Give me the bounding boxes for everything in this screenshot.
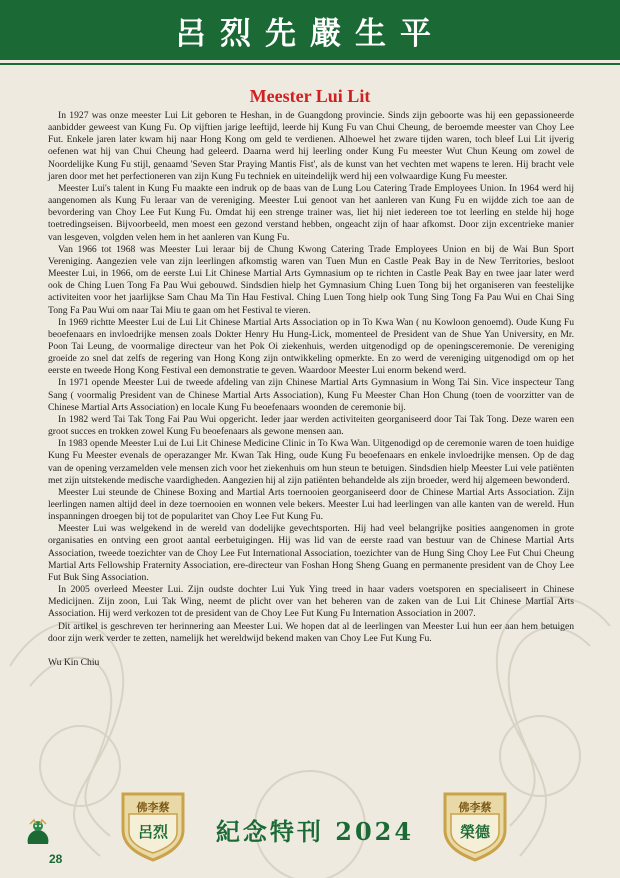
paragraph-3: Van 1966 tot 1968 was Meester Lui leraar bij de Chung Kwong Catering Trade Employees Union en bij de Wai Bun Sport Vereniging. Aangezien vele van zijn leerlingen afkomstig waren van Tuen Mun en Castle Peak Bay in de New Territories, besloot Meester Lui, in 1966, om de eerste Lui Lit Chinese Martial Arts Gymnasium op te richten in Castle Peak Bay en twee jaar later werd ook de Ching Luen Tong Fa Pau Wui gebouwd. Sindsdien hielp het Gymnasium Ching Luen Tong bij het organiseren van feestelijke activiteiten voor het jaarlijkse Sam Chau Ma Tin Hau Festival. Ching Luen Tong hielp ook Tung Sing Tong Fa Pau Wui en Chai Sing Tong Fa Pau Wui om naar Tai Miu te gaan om het Festival te vieren. (48, 243, 574, 316)
paragraph-2: Meester Lui's talent in Kung Fu maakte een indruk op de baas van de Lung Lou Catering Trade Employees Union. In 1964 werd hij aangenomen als Kung Fu leraar van de vereniging. Meester Lui genoot van het aanleren van Kung Fu en wijdde zich toe aan de bevordering van Choy Lee Fut Kung Fu. Omdat hij een strenge trainer was, liet hij niet iedereen toe tot leerling en stelde hij hoge toetredingseisen. Bijvoorbeeld, men moest een gezond verstand hebben, ongeacht zijn of haar afkomst. Door zijn excentrieke manier van lesgeven, volgden velen hem in het aanleren van Kung Fu. (48, 182, 574, 243)
footer-title: 紀念特刊 2024 (215, 817, 415, 846)
article-title: Meester Lui Lit (249, 86, 371, 106)
badge-right (440, 790, 510, 862)
author-signature: Wu Kin Chiu (48, 656, 100, 668)
paragraph-9: Meester Lui was welgekend in de wereld van dodelijke gevechtsporten. Hij had veel belangrijke posities aangenomen in grote organisaties en ontving een groot aantal eerbetuigingen. Hij was lid van de eerste raad van bestuur van de Chinese Martial Arts Association, tweede toezichter van de Choy Lee Fut International Association, toezichter van de Hung Sing Choy Lee Fut Chui Cheung Martial Arts Fellowship Fraternity Association, ere-directeur van Foshan Hong Sheng Guang en permanente president van de Choy Lee Fut Buk Sing Association. (48, 523, 574, 583)
badge-left-center-text: 呂烈 (137, 823, 168, 841)
paragraph-8: Meester Lui steunde de Chinese Boxing and Martial Arts toernooien georganiseerd door de Chinese Martial Arts Association. Zijn leerlingen namen altijd deel in deze toernooien en wonnen vele bekers. Meester Lui had leerlingen van alle kanten van de wereld. Hun inspanningen droegen bij tot de popularitet van Choy Lee Fut Kung Fu. (48, 486, 574, 523)
paragraph-7: In 1983 opende Meester Lui de Lui Lit Chinese Medicine Clinic in To Kwa Wan. Uitgenodigd op de ceremonie waren de toen huidige Kung Fu Meester evenals de operazanger Mr. Kwan Tak Hing, oude Kung Fu beoefenaars en enkele invloedrijke mensen. Op de dag van de opening verzamelden vele mensen zich voor het ziekenhuis om hun steun te betuigen. Sindsdien hielp Meester Lui vele patiënten met zijn uitstekende medische vaardigheden. Aangezien hij al zijn patiënten behandelde als zijn broeder, werd hij algemeen bewonderd. (48, 438, 574, 486)
badge-right-center-text: 榮德 (459, 823, 490, 841)
header-divider (0, 63, 620, 65)
header-title: 呂烈先嚴生平 (175, 16, 445, 52)
paragraph-1: In 1927 was onze meester Lui Lit geboren te Heshan, in de Guangdong provincie. Sinds zijn geboorte was hij een gepassioneerde aanbidder geweest van Kung Fu. Op vijftien jarige leeftijd, leerde hij Kung Fu van Chui Cheung, de beroemde meester van Choy Lee Fut. Enkele jaren later kwam hij naar Hong Kong om geld te verdienen. Alhoewel het zware tijden waren, toch bleef Lui Lit ijverig oefenen wat hij van Chui Cheung had geleerd. Daarna werd hij leerling onder Kung Fu meester Wut Chun Keung om zowel de Noordelijke Kung Fu stijl, genaamd 'Seven Star Praying Mantis Fist', als de kunst van het vechten met wapens te leren. Hij bracht vele jaren door met het perfectioneren van zijn Kung Fu techniek en uiteindelijk werd hij een volwaardige Kung Fu meester. (48, 110, 574, 182)
badge-left-top-text: 佛李蔡 (136, 801, 170, 814)
paragraph-11: Dit artikel is geschreven ter herinnering aan Meester Lui. We hopen dat al de leerlingen van Meester Lui hun eer aan hem betuigen door zijn werk verder te zetten, namelijk het wereldwijd bekend maken van Choy Lee Fut Kung Fu. (48, 620, 574, 644)
badge-right-top-text: 佛李蔡 (458, 801, 492, 814)
badge-left (118, 790, 188, 862)
paragraph-4: In 1969 richtte Meester Lui de Lui Lit Chinese Martial Arts Association op in To Kwa Wan ( nu Kowloon genoemd). Oude Kung Fu beoefenaars en invloedrijke mensen zoals Dokter Henry Hu Hung-Lick, momenteel de President van de Shue Yan University, en Mr. Poon Tai Leung, de voormalige directeur van het Pok Oi ziekenhuis, werden uitgenodigd op de openingsceremonie. De vereniging groeide zo snel dat zelfs de regering van Hong Kong zijn ontwikkeling opmerkte. En zo werd de vereniging uitgenodigd om op het eerste en tweede Hong Kong Festival een demonstratie te geven. Waardoor Meester Lui enorm bekend werd. (48, 316, 574, 377)
dragon-mascot-icon (24, 818, 52, 848)
paragraph-6: In 1982 werd Tai Tak Tong Fai Pau Wui opgericht. Ieder jaar werden activiteiten georganiseerd door Tai Tak Tong. Deze waren een groot succes en trokken zowel Kung Fu beoefenaars als gewone mensen aan. (48, 413, 574, 438)
paragraph-5: In 1971 opende Meester Lui de tweede afdeling van zijn Chinese Martial Arts Gymnasium in Wong Tai Sin. Vice inspecteur Tang Sang ( voormalig President van de Chinese Martial Arts Association), Kung Fu Meester Chan Hon Chung (toen de voorzitter van de Chinese Martial Arts Association) en locale Kung Fu beoefenaars woonden de ceremonie bij. (48, 377, 574, 413)
page-number: 28 (49, 852, 63, 866)
article-body (48, 110, 574, 669)
paragraph-10: In 2005 overleed Meester Lui. Zijn oudste dochter Lui Yuk Ying treed in haar vaders voetsporen en specialiseert in Chinese Medicijnen. Zijn zoon, Lui Tak Wing, neemt de plicht over van het beheren van de zaken van de Lui Lit Chinese Martial Arts Association. Hij werd verkozen tot de president van de Choy Lee Fut Kung Fu Internation Association in 2007. (48, 584, 574, 620)
